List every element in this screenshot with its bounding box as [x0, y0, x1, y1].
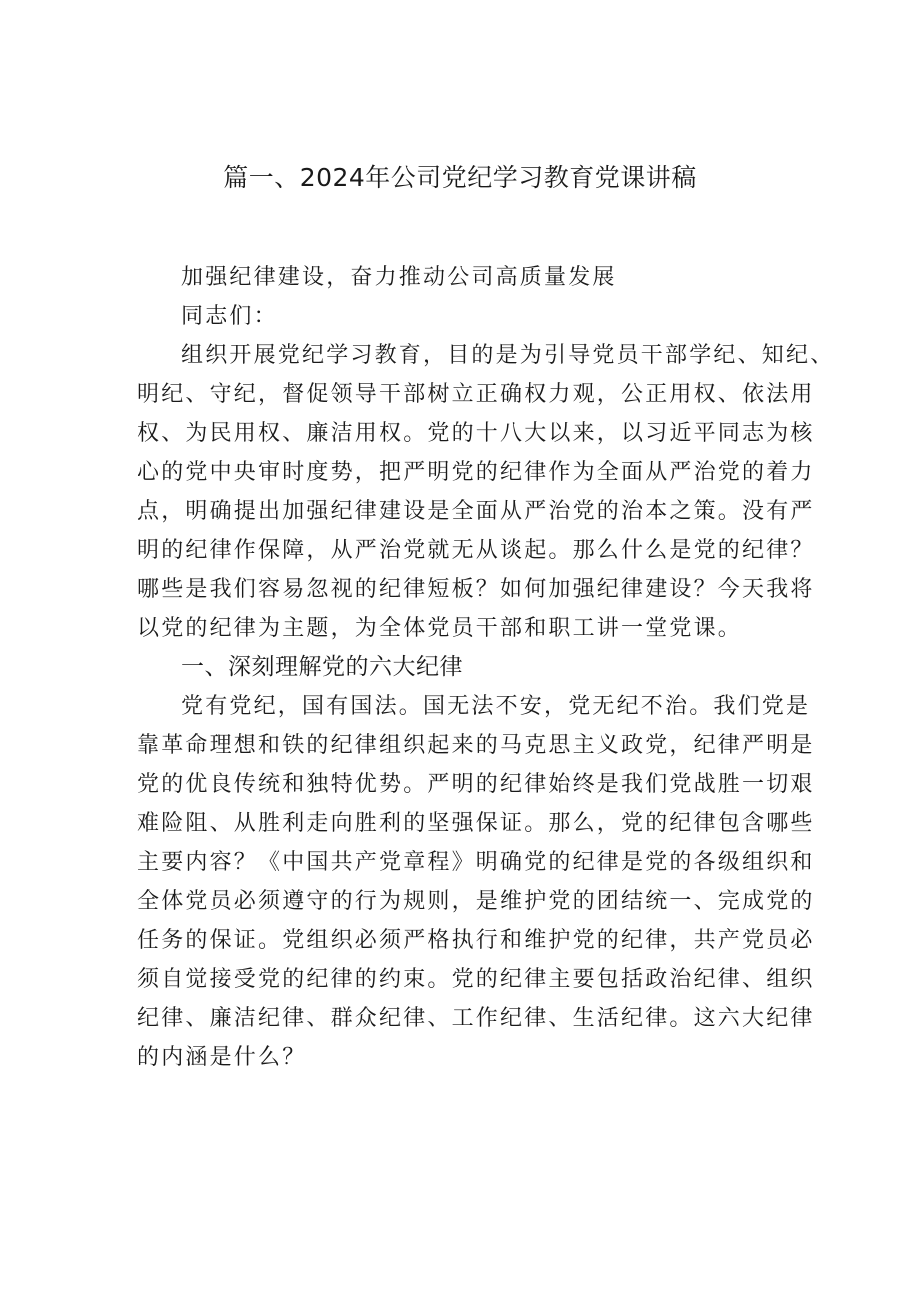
subtitle: 加强纪律建设，奋力推动公司高质量发展 — [181, 265, 617, 290]
paragraph-line: 纪律、廉洁纪律、群众纪律、工作纪律、生活纪律。这六大纪律 — [137, 1006, 815, 1031]
paragraph-line: 任务的保证。党组织必须严格执行和维护党的纪律，共产党员必 — [137, 928, 815, 953]
paragraph-line: 难险阻、从胜利走向胜利的坚强保证。那么，党的纪律包含哪些 — [137, 811, 815, 836]
paragraph-line: 党有党纪，国有国法。国无法不安，党无纪不治。我们党是 — [181, 694, 811, 719]
paragraph-line: 靠革命理想和铁的纪律组织起来的马克思主义政党，纪律严明是 — [137, 733, 815, 758]
paragraph-six-disciplines — [137, 687, 815, 1077]
paragraph-line: 组织开展党纪学习教育，目的是为引导党员干部学纪、知纪、 — [181, 343, 835, 368]
document-title: 篇一、2024年公司党纪学习教育党课讲稿 — [223, 163, 697, 192]
paragraph-line: 明纪、守纪，督促领导干部树立正确权力观，公正用权、依法用 — [137, 382, 815, 407]
paragraph-line: 须自觉接受党的纪律的约束。党的纪律主要包括政治纪律、组织 — [137, 967, 815, 992]
paragraph-intro — [137, 336, 835, 648]
paragraph-line: 全体党员必须遵守的行为规则，是维护党的团结统一、完成党的 — [137, 889, 815, 914]
paragraph-line: 心的党中央审时度势，把严明党的纪律作为全面从严治党的着力 — [137, 460, 815, 485]
paragraph-line: 以党的纪律为主题，为全体党员干部和职工讲一堂党课。 — [137, 616, 743, 641]
paragraph-line: 权、为民用权、廉洁用权。党的十八大以来，以习近平同志为核 — [137, 421, 815, 446]
document-body — [137, 258, 835, 1077]
paragraph-line: 明的纪律作保障，从严治党就无从谈起。那么什么是党的纪律？ — [137, 538, 815, 563]
section-heading: 一、深刻理解党的六大纪律 — [181, 654, 463, 680]
salutation: 同志们： — [181, 304, 278, 329]
paragraph-line: 党的优良传统和独特优势。严明的纪律始终是我们党战胜一切艰 — [137, 772, 815, 797]
paragraph-line: 的内涵是什么？ — [137, 1045, 307, 1070]
paragraph-line: 点，明确提出加强纪律建设是全面从严治党的治本之策。没有严 — [137, 499, 815, 524]
paragraph-line: 哪些是我们容易忽视的纪律短板？如何加强纪律建设？今天我将 — [137, 577, 815, 602]
paragraph-line: 主要内容？《中国共产党章程》明确党的纪律是党的各级组织和 — [137, 850, 815, 875]
